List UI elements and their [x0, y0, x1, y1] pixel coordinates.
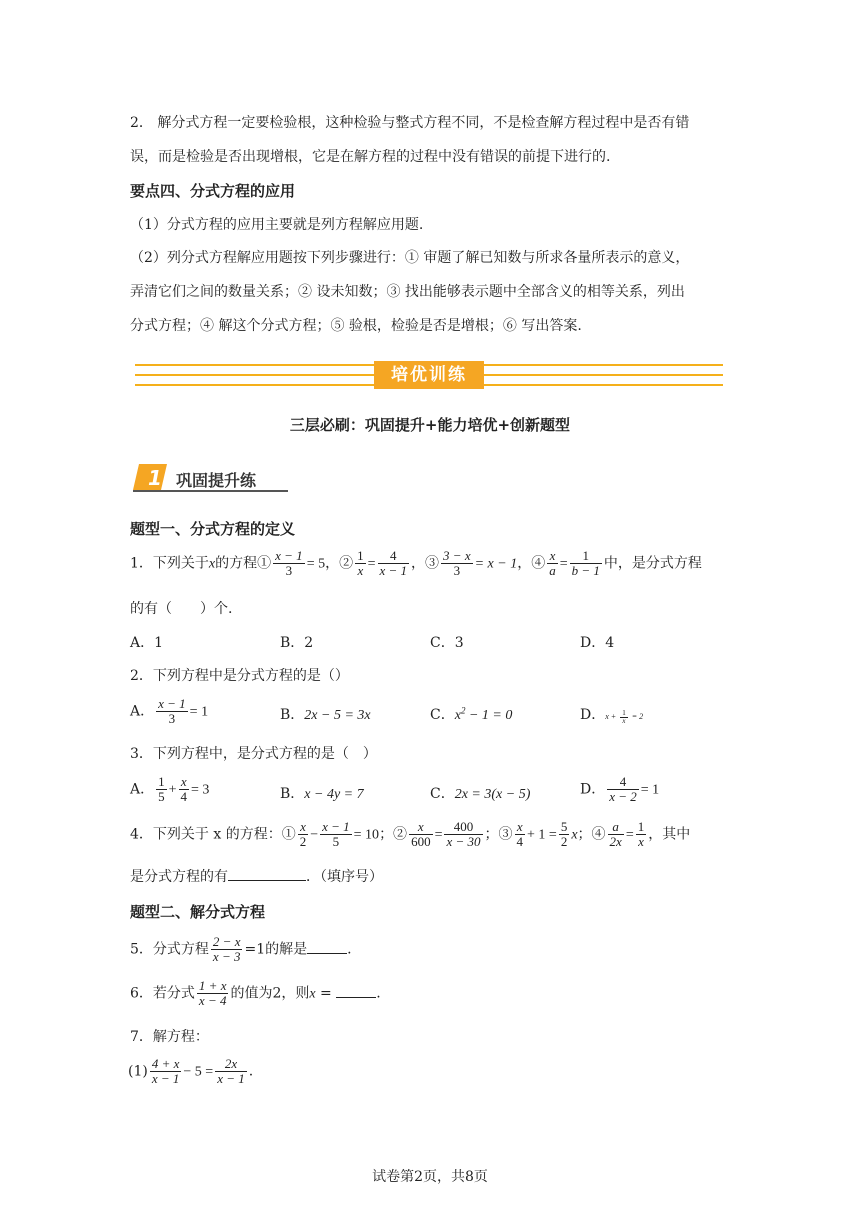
svg-text:1: 1	[148, 466, 162, 490]
q1-stem: 1．下列关于x的方程① $\frac{x - 1}{3}$ = 5，② $\frac{1}{x}$ = $\frac{4}{x - 1}$ ，③ $\frac{3 - x}{3}$ = x − 1，④ $\frac{x}{a}$ = $\frac{1}{b - 1}$ 中，是分式方程	[130, 548, 702, 578]
type2-heading: 题型二、解分式方程	[130, 903, 266, 921]
q1-option-b[interactable]: B．2	[280, 635, 314, 651]
q2-stem: 2．下列方程中是分式方程的是（）	[130, 668, 349, 684]
page-footer: 试卷第2页，共8页	[372, 1169, 488, 1185]
q5-answer-blank[interactable]	[307, 953, 347, 954]
note-item2-line1: 2． 解分式方程一定要检验根，这种检验与整式方程不同，不是检查解方程过程中是否有错	[130, 115, 690, 131]
q4-answer-blank[interactable]	[228, 880, 306, 881]
note-item2-line2: 误，而是检验是否出现增根，它是在解方程的过程中没有错误的前提下进行的.	[130, 149, 611, 165]
point4-p1: （1）分式方程的应用主要就是列方程解应用题.	[130, 217, 424, 233]
q7-stem: 7．解方程：	[130, 1029, 209, 1045]
q5-stem: 5．分式方程 $\frac{2 - x}{x - 3}$ =1的解是 .	[130, 934, 352, 964]
q3-stem: 3．下列方程中，是分式方程的是（ ）	[130, 746, 377, 762]
q2-option-b[interactable]: B．2x − 5 = 3x	[280, 707, 371, 723]
q6-answer-blank[interactable]	[336, 997, 376, 998]
section-badge-underline	[133, 490, 288, 492]
q1-option-c[interactable]: C．3	[430, 635, 464, 651]
banner-label: 培优训练	[374, 361, 484, 389]
section-badge-title: 巩固提升练	[176, 471, 257, 490]
q3-option-c[interactable]: C．2x = 3(x − 5)	[430, 786, 531, 802]
q7-part1: (1) $\frac{4 + x}{x - 1}$ − 5 = $\frac{2x}{x - 1}$ .	[128, 1056, 254, 1086]
point4-p2-line1: （2）列分式方程解应用题按下列步骤进行：① 审题了解已知数与所求各量所表示的意义，	[130, 250, 690, 266]
q2-option-a[interactable]: A． $\frac{x - 1}{3}$ = 1	[130, 696, 209, 726]
point4-heading: 要点四、分式方程的应用	[130, 182, 296, 200]
type1-heading: 题型一、分式方程的定义	[130, 520, 296, 538]
q2-option-c[interactable]: C．$x^2 - 1 = 0$	[430, 705, 513, 723]
point4-p2-line3: 分式方程；④ 解这个分式方程；⑤ 验根，检验是否是增根；⑥ 写出答案.	[130, 318, 582, 334]
q4-stem: 4．下列关于 x 的方程：① $\frac{x}{2}$ − $\frac{x - 1}{5}$ = 10；② $\frac{x}{600}$ = $\frac{400}{x - 30}$ ；③ $\frac{x}{4}$ + 1 = $\frac{5}{2}$ x；④ $\frac{a}{2x}$ = $\frac{1}{x}$ ，其中	[130, 819, 691, 849]
q3-option-b[interactable]: B．x − 4y = 7	[280, 786, 364, 802]
section-subtitle: 三层必刷：巩固提升+能力培优+创新题型	[289, 416, 571, 434]
q3-option-a[interactable]: A． $\frac{1}{5}$ + $\frac{x}{4}$ = 3	[130, 774, 210, 804]
q4-line2: 是分式方程的有 ．（填序号）	[130, 869, 383, 885]
point4-p2-line2: 弄清它们之间的数量关系；② 设未知数；③ 找出能够表示题中全部含义的相等关系，列出	[130, 284, 685, 300]
q2-option-d[interactable]: D．x + $\frac{1}{x}$ = 2	[580, 707, 644, 725]
q3-option-d[interactable]: D． $\frac{4}{x - 2}$ = 1	[580, 774, 660, 804]
q1-line2: 的有（ ）个.	[130, 601, 233, 617]
q6-stem: 6．若分式 $\frac{1 + x}{x - 4}$ 的值为2，则x = .	[130, 978, 381, 1008]
q1-option-a[interactable]: A．1	[130, 635, 164, 651]
q1-option-d[interactable]: D．4	[580, 635, 615, 651]
section-badge-icon	[133, 462, 169, 492]
